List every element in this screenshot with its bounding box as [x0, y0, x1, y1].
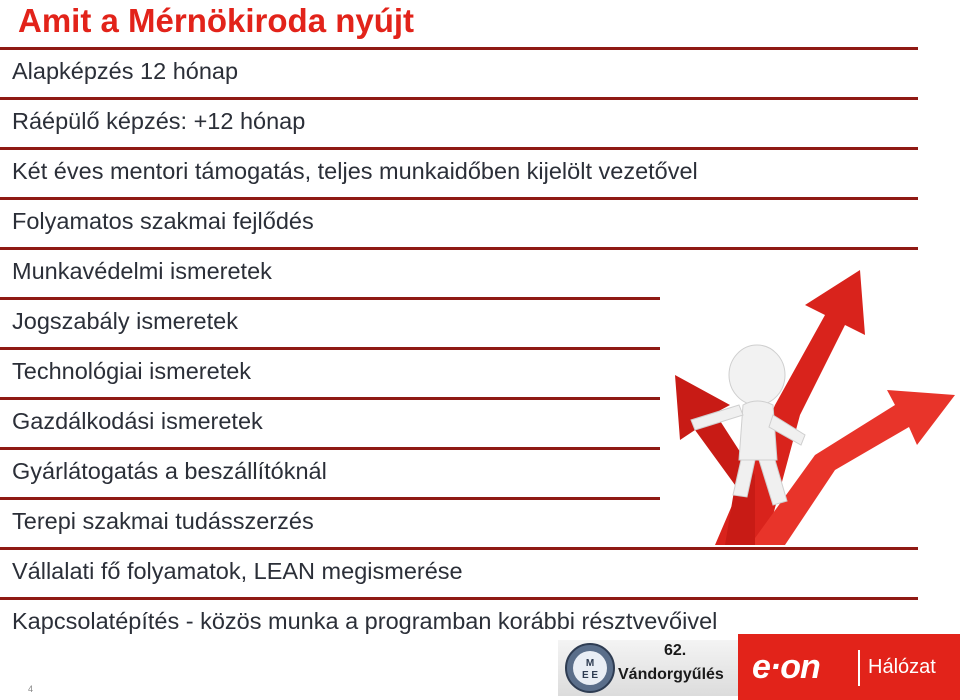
list-item: Alapképzés 12 hónap [12, 58, 239, 84]
list-item: Jogszabály ismeretek [12, 308, 238, 334]
divider [0, 147, 918, 150]
eon-separator [858, 650, 860, 686]
list-item: Két éves mentori támogatás, teljes munkaidőben kijelölt vezetővel [12, 158, 698, 184]
divider [0, 47, 918, 50]
svg-text:M: M [585, 658, 595, 669]
eon-logo: e·on [752, 648, 820, 686]
list-item: Ráépülő képzés: +12 hónap [12, 108, 306, 134]
list-item: Vállalati fő folyamatok, LEAN megismerése [12, 558, 463, 584]
divider [0, 97, 918, 100]
divider [0, 297, 660, 300]
list-item: Gyárlátogatás a beszállítóknál [12, 458, 327, 484]
list-item: Terepi szakmai tudásszerzés [12, 508, 314, 534]
mee-logo-icon [564, 642, 616, 694]
divider [0, 597, 918, 600]
list-item: Gazdálkodási ismeretek [12, 408, 263, 434]
divider [0, 197, 918, 200]
divider [0, 547, 918, 550]
divider [0, 497, 660, 500]
event-label: Vándorgyűlés [618, 666, 724, 683]
page-number: 4 [28, 684, 34, 694]
event-number: 62. [664, 642, 687, 659]
list-item: Technológiai ismeretek [12, 358, 252, 384]
eon-division-label: Hálózat [868, 656, 936, 678]
list-item: Munkavédelmi ismeretek [12, 258, 272, 284]
divider [0, 397, 660, 400]
list-item: Kapcsolatépítés - közös munka a programban korábbi résztvevőivel [12, 608, 718, 634]
slide-title: Amit a Mérnökiroda nyújt [18, 2, 415, 39]
divider [0, 247, 918, 250]
divider [0, 447, 660, 450]
divider [0, 347, 660, 350]
list-item: Folyamatos szakmai fejlődés [12, 208, 314, 234]
crossroads-figure-illustration [655, 255, 955, 545]
svg-text:E E: E E [581, 670, 599, 681]
